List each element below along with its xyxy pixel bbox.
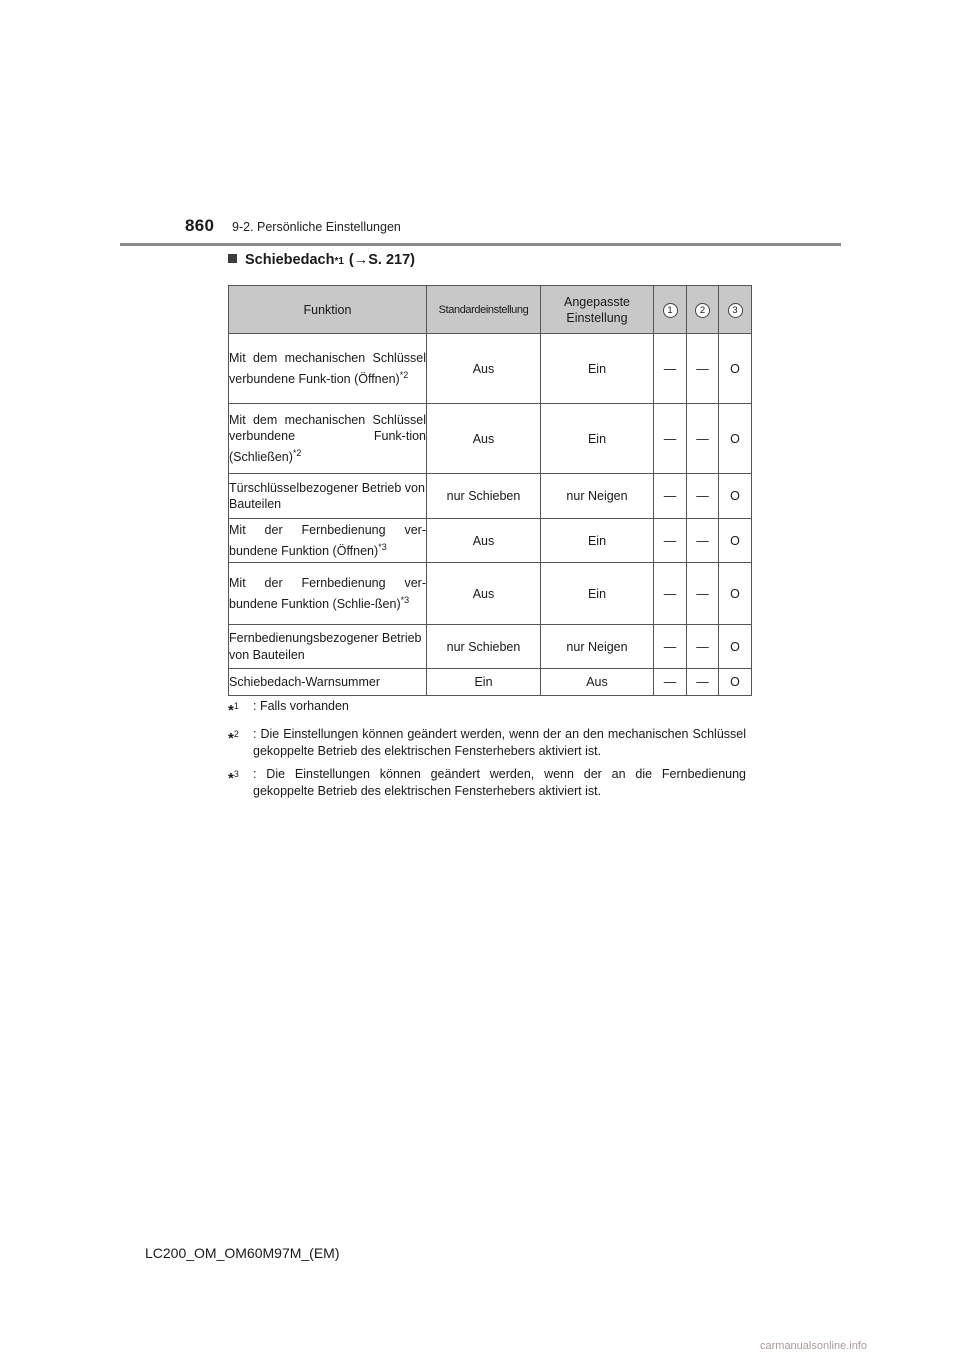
table-row [229, 669, 752, 696]
cell-c3: O [719, 563, 752, 625]
cell-c3: O [719, 625, 752, 669]
square-bullet-icon [228, 254, 237, 263]
cell-funktion: Schiebedach-Warnsummer [229, 669, 427, 696]
cell-funktion: Mit dem mechanischen Schlüssel verbundene Funk-tion (Schließen)$^{*2}$ [229, 404, 427, 474]
footnotes [228, 698, 746, 806]
cell-funktion: Mit dem mechanischen Schlüssel verbundene Funk-tion (Öffnen)$^{*2}$ [229, 334, 427, 404]
cell-c1: — [654, 404, 687, 474]
section-header: 9-2. Persönliche Einstellungen [232, 220, 401, 234]
cell-angepasst: nur Neigen [541, 625, 654, 669]
footnote-text: : Die Einstellungen können geändert werden, wenn der an den mechanischen Schlüssel gekoppelte Betrieb des elektrischen Fensterhebers aktiviert ist. [253, 727, 746, 758]
section-heading [228, 252, 415, 268]
cell-standard: nur Schieben [427, 474, 541, 519]
cell-angepasst: Ein [541, 563, 654, 625]
footnote-mark: *$^3$ [228, 769, 239, 787]
cell-c2: — [687, 519, 719, 563]
table-header-row [229, 286, 752, 334]
column-header-2 [687, 286, 719, 334]
footnote-text: : Die Einstellungen können geändert werden, wenn der an die Fernbedienung gekoppelte Betrieb des elektrischen Fensterhebers aktiviert ist. [253, 767, 746, 798]
settings-table [228, 285, 752, 696]
cell-c2: — [687, 563, 719, 625]
cell-angepasst: nur Neigen [541, 474, 654, 519]
cell-c2: — [687, 334, 719, 404]
cell-c2: — [687, 404, 719, 474]
cell-c1: — [654, 563, 687, 625]
cell-standard: nur Schieben [427, 625, 541, 669]
table-row [229, 334, 752, 404]
cell-c1: — [654, 519, 687, 563]
footnote [228, 726, 746, 760]
circled-one-icon: 1 [663, 303, 678, 318]
circled-three-icon: 3 [728, 303, 743, 318]
cell-standard: Aus [427, 334, 541, 404]
cell-c2: — [687, 669, 719, 696]
cell-angepasst: Ein [541, 334, 654, 404]
cell-funktion: Mit der Fernbedienung ver-bundene Funktion (Öffnen)$^{*3}$ [229, 519, 427, 563]
column-header-angepasst: Angepasste Einstellung [541, 286, 654, 334]
header-divider [120, 243, 841, 246]
cell-standard: Aus [427, 404, 541, 474]
column-header-1 [654, 286, 687, 334]
footnote [228, 698, 746, 720]
cell-standard: Aus [427, 519, 541, 563]
cell-c1: — [654, 474, 687, 519]
cell-angepasst: Ein [541, 404, 654, 474]
cell-c3: O [719, 334, 752, 404]
cell-c3: O [719, 669, 752, 696]
cell-c1: — [654, 334, 687, 404]
watermark: carmanualsonline.info [760, 1340, 868, 1352]
cell-funktion: Türschlüsselbezogener Betrieb von Bauteilen [229, 474, 427, 519]
cell-funktion: Fernbedienungsbezogener Betrieb von Bauteilen [229, 625, 427, 669]
cell-c2: — [687, 625, 719, 669]
cell-c1: — [654, 625, 687, 669]
cell-standard: Aus [427, 563, 541, 625]
footnote-mark: *$^1$ [228, 701, 239, 719]
column-header-3 [719, 286, 752, 334]
footer-model-code: LC200_OM_OM60M97M_(EM) [145, 1245, 340, 1261]
page-number: 860 [185, 216, 215, 235]
footnote [228, 766, 746, 800]
cell-c3: O [719, 519, 752, 563]
column-header-standard: Standardeinstellung [427, 286, 541, 334]
page-reference-link[interactable]: (→S. 217) [348, 252, 415, 268]
table-row [229, 625, 752, 669]
cell-c1: — [654, 669, 687, 696]
table-row [229, 563, 752, 625]
cell-angepasst: Aus [541, 669, 654, 696]
cell-c2: — [687, 474, 719, 519]
cell-c3: O [719, 404, 752, 474]
column-header-funktion: Funktion [229, 286, 427, 334]
cell-c3: O [719, 474, 752, 519]
footnote-mark: *$^2$ [228, 729, 239, 747]
circled-two-icon: 2 [695, 303, 710, 318]
table-row [229, 519, 752, 563]
cell-funktion: Mit der Fernbedienung ver-bundene Funktion (Schlie-ßen)$^{*3}$ [229, 563, 427, 625]
table-row [229, 474, 752, 519]
table-row [229, 404, 752, 474]
heading-title: Schiebedach [245, 252, 335, 268]
footnote-text: : Falls vorhanden [253, 699, 349, 713]
cell-standard: Ein [427, 669, 541, 696]
heading-footnote-mark: *1 [334, 256, 344, 267]
cell-angepasst: Ein [541, 519, 654, 563]
